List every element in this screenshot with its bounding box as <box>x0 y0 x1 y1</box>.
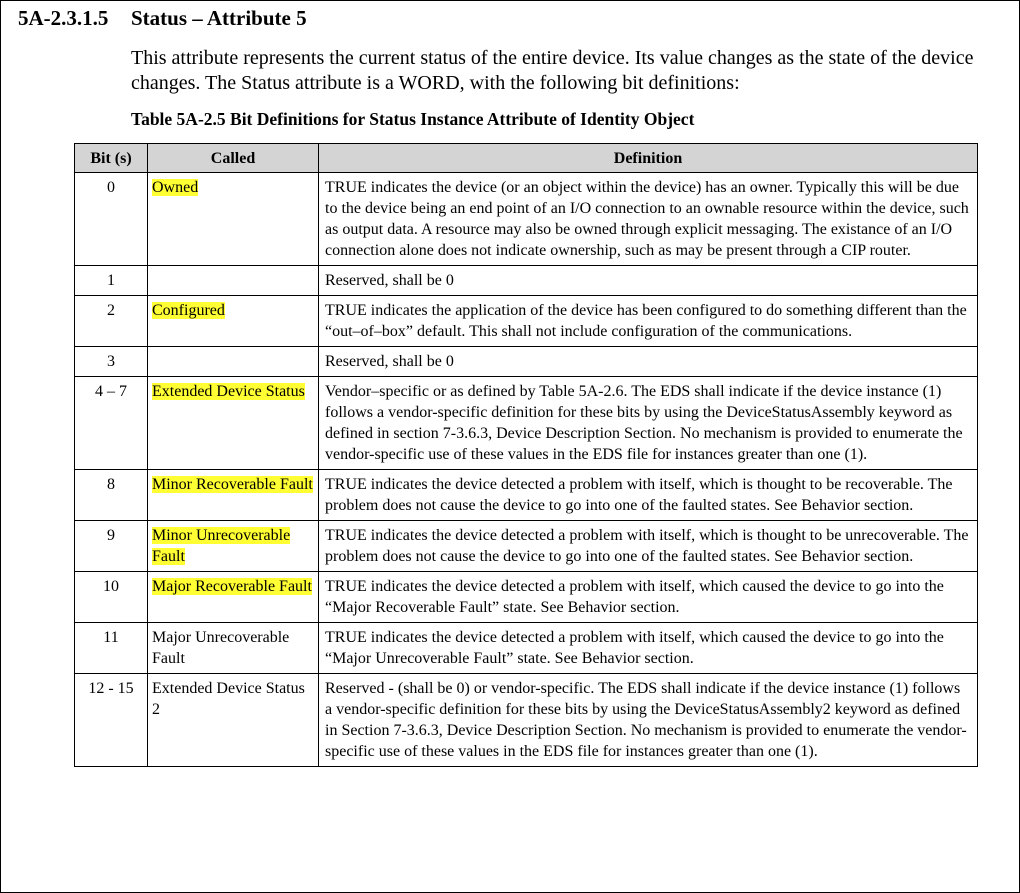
table-header-row <box>75 144 978 173</box>
bit-cell: 2 <box>75 296 148 347</box>
header-bits: Bit (s) <box>75 144 148 173</box>
table-row <box>75 173 978 266</box>
called-cell <box>148 572 319 623</box>
called-cell <box>148 377 319 470</box>
bit-cell: 3 <box>75 347 148 377</box>
bit-cell: 8 <box>75 470 148 521</box>
bit-definitions-table <box>74 143 978 767</box>
called-cell <box>148 521 319 572</box>
bit-cell: 12 - 15 <box>75 674 148 767</box>
definition-cell: TRUE indicates the device detected a problem with itself, which caused the device to go into the “Major Recoverable Fault” state. See Behavior section. <box>319 572 978 623</box>
bit-cell: 4 – 7 <box>75 377 148 470</box>
called-label: Owned <box>152 179 199 196</box>
table-row <box>75 623 978 674</box>
bit-cell: 1 <box>75 266 148 296</box>
section-title: Status – Attribute 5 <box>131 6 307 30</box>
definition-cell: TRUE indicates the device (or an object within the device) has an owner. Typically this will be due to the device being an end point of an I/O connection to an ownable resource within the device, such as output data. A resource may also be owned through explicit messaging. The existance of an I/O connection alone does not indicate ownership, such as may be present through a CIP router. <box>319 173 978 266</box>
called-cell <box>148 674 319 767</box>
definition-cell: TRUE indicates the device detected a problem with itself, which is thought to be unrecoverable. The problem does not cause the device to go into one of the faulted states. See Behavior section. <box>319 521 978 572</box>
definition-cell: Reserved, shall be 0 <box>319 347 978 377</box>
called-cell <box>148 296 319 347</box>
table-row <box>75 572 978 623</box>
table-row <box>75 521 978 572</box>
called-cell <box>148 623 319 674</box>
definition-cell: Vendor–specific or as defined by Table 5A-2.6. The EDS shall indicate if the device instance (1) follows a vendor-specific definition for these bits by using the DeviceStatusAssembly keyword as defined in section 7-3.6.3, Device Description Section. No mechanism is provided to enumerate the vendor-specific use of these values in the EDS file for instances greater than one (1). <box>319 377 978 470</box>
called-label: Major Recoverable Fault <box>152 578 312 595</box>
called-label: Configured <box>152 302 225 319</box>
section-number: 5A-2.3.1.5 <box>18 6 109 30</box>
bit-cell: 9 <box>75 521 148 572</box>
table-row <box>75 296 978 347</box>
header-definition: Definition <box>319 144 978 173</box>
called-cell <box>148 173 319 266</box>
definition-cell: Reserved, shall be 0 <box>319 266 978 296</box>
called-label: Minor Recoverable Fault <box>152 476 313 493</box>
header-called: Called <box>148 144 319 173</box>
called-label: Extended Device Status <box>152 383 305 400</box>
definition-cell: TRUE indicates the device detected a problem with itself, which is thought to be recoverable. The problem does not cause the device to go into one of the faulted states. See Behavior section. <box>319 470 978 521</box>
definition-cell: Reserved - (shall be 0) or vendor-specific. The EDS shall indicate if the device instance (1) follows a vendor-specific definition for these bits by using the DeviceStatusAssembly2 keyword as defined in Section 7-3.6.3, Device Description Section. No mechanism is provided to enumerate the vendor-specific use of these values in the EDS file for instances greater than one (1). <box>319 674 978 767</box>
table-row <box>75 674 978 767</box>
definition-cell: TRUE indicates the device detected a problem with itself, which caused the device to go into the “Major Unrecoverable Fault” state. See Behavior section. <box>319 623 978 674</box>
bit-cell: 0 <box>75 173 148 266</box>
definition-cell: TRUE indicates the application of the device has been configured to do something different than the “out–of–box” default. This shall not include configuration of the communications. <box>319 296 978 347</box>
table-caption: Table 5A-2.5 Bit Definitions for Status Instance Attribute of Identity Object <box>131 109 695 129</box>
called-cell <box>148 347 319 377</box>
table-row <box>75 347 978 377</box>
table-row <box>75 470 978 521</box>
called-cell <box>148 470 319 521</box>
intro-paragraph: This attribute represents the current status of the entire device. Its value changes as the state of the device changes. The Status attribute is a WORD, with the following bit definitions: <box>131 47 974 94</box>
bit-cell: 11 <box>75 623 148 674</box>
called-cell <box>148 266 319 296</box>
table-row <box>75 266 978 296</box>
section-heading <box>18 6 307 31</box>
called-label: Minor Unrecoverable Fault <box>152 527 291 565</box>
called-label: Extended Device Status 2 <box>152 680 305 718</box>
called-label: Major Unrecoverable Fault <box>152 629 290 667</box>
bit-cell: 10 <box>75 572 148 623</box>
table-row <box>75 377 978 470</box>
